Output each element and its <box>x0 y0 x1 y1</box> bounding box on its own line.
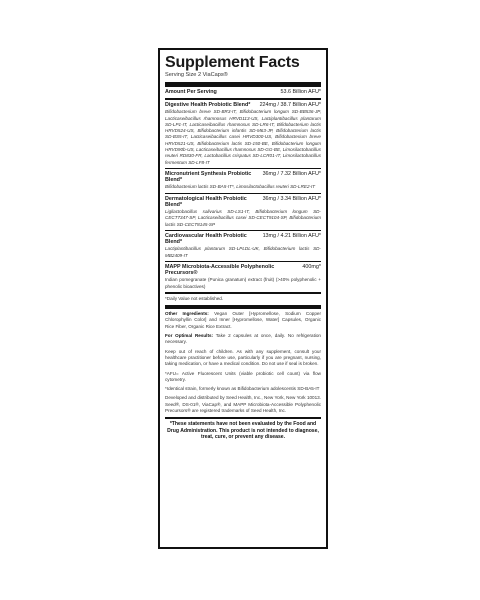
blend-name: Digestive Health Probiotic Blend* <box>165 102 251 108</box>
divider-thick <box>165 82 321 87</box>
blend-digestive <box>165 102 321 166</box>
divider-thin <box>165 261 321 262</box>
divider-thin <box>165 230 321 231</box>
distributor-text: Developed and distributed by Seed Health, Inc., New York, New York 10013. Seed®, DS-01®, ViaCap®, and MAPP Microbiota-Accessible Polyphenolic Precursors® are registered trademarks of Seed Health, Inc. <box>165 395 321 414</box>
blend-amount: 36mg / 3.34 Billion AFU* <box>262 195 321 202</box>
blend-micronutrient <box>165 171 321 191</box>
blend-description: Indian pomegranate (Punica granatum) extract (fruit) (>40% polyphenolic + phenolic bioactives) <box>165 277 321 289</box>
blend-name: Micronutrient Synthesis Probiotic Blend* <box>165 170 252 184</box>
panel-title: Supplement Facts <box>165 54 300 71</box>
divider-medium <box>165 98 321 100</box>
strain-footnote: *Identical strain, formerly known as Bifidobacterium adolescentis SD-BA5-IT <box>165 386 320 392</box>
amount-header-value: 53.6 Billion AFU* <box>280 89 321 95</box>
blend-description: Bifidobacterium breve SD-BR3-IT, Bifidobacterium longum SD-BB536-JP, Lacticaseibacillus rhamnosus HRVD113-US, Lactiplantibacillus plantarum SD-LP1-IT, Lacticaseibacillus rhamnosus SD-LR6-IT, Bifidobacterium lactis HRVD524-US, Bifidobacterium infantis SD-M63-JP, Bifidobacterium lactis SD-BS5-IT, Lacticaseibacillus casei HRVD300-US, Bifidobacterium breve HRVD521-US, Bifidobacterium lactis SD-150-BE, Bifidobacterium longum HRVD90b-US, Lacticaseibacillus rhamnosus SD-GG-BE, Limosilactobacillus reuteri RD830-FR, Lactobacillus crispatus SD-LCR01-IT, Limosilactobacillus fermentum SD-LF8-IT <box>165 109 321 165</box>
divider-heavy <box>165 305 321 309</box>
blend-name: Cardiovascular Health Probiotic Blend* <box>165 232 247 246</box>
blend-mapp <box>165 264 321 290</box>
serving-size: Serving Size 2 ViaCaps® <box>165 72 228 78</box>
warning-text: Keep out of reach of children. As with any supplement, consult your healthcare practitioner before use, particularly if you are pregnant, nursing, taking medication, or have a medical condition. Do not use if seal is broken. <box>165 348 321 367</box>
divider-medium <box>165 292 321 294</box>
blend-description: Lactiplantibacillus plantarum SD-LPLDL-UK, Bifidobacterium lactis SD-MB2409-IT <box>165 246 321 258</box>
fda-disclaimer: *These statements have not been evaluated by the Food and Drug Administration. This product is not intended to diagnose, treat, cure, or prevent any disease. <box>167 421 319 441</box>
blend-name: Dermatological Health Probiotic Blend* <box>165 195 247 208</box>
daily-value-note: *Daily Value not established. <box>165 295 224 301</box>
blend-dermatological <box>165 196 321 228</box>
blend-cardiovascular <box>165 233 321 259</box>
blend-name: MAPP Microbiota-Accessible Polyphenolic Precursors® <box>165 263 275 277</box>
other-ingredients: Other Ingredients: Vegan Outer [Hypromellose, Sodium Copper Chlorophyllin Color] and Inner [Hypromellose, Water] Capsules, Organic Rice Fiber, Organic Rice Extract. <box>165 311 321 329</box>
blend-amount: 224mg / 38.7 Billion AFU* <box>259 102 321 108</box>
divider-medium <box>165 417 321 419</box>
afu-footnote: *AFU= Active Fluorescent Units (viable probiotic cell count) via flow cytometry. <box>165 370 321 382</box>
blend-amount: 36mg / 7.32 Billion AFU* <box>262 170 321 177</box>
optimal-results: For Optimal Results: Take 2 capsules at once, daily. No refrigeration necessary. <box>165 333 321 345</box>
divider-thin <box>165 193 321 194</box>
amount-header-label: Amount Per Serving <box>165 89 217 95</box>
blend-description: Bifidobacterium lactis SD-BA5-IT*, Limosilactobacillus reuteri SD-LRE2-IT <box>165 184 316 190</box>
amount-header-row <box>165 89 321 96</box>
blend-amount: 13mg / 4.21 Billion AFU* <box>262 232 321 239</box>
blend-amount: 400mg* <box>302 263 321 270</box>
supplement-facts-panel <box>158 48 328 549</box>
divider-thin <box>165 168 321 169</box>
blend-description: Ligilactobacillus salivarius SD-LS1-IT, Bifidobacterium longum SD-CECT7347-SP, Lacticaseibacillus casei SD-CECT9104-SP, Bifidobacterium lactis SD-CECT8145-SP <box>165 208 321 227</box>
